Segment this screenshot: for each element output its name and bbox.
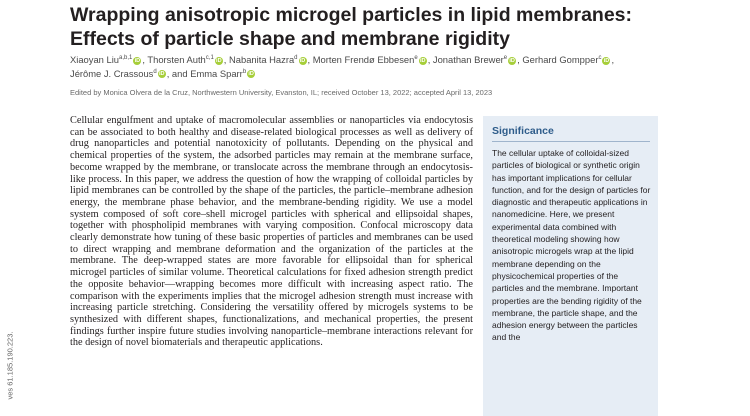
paper-title — [70, 3, 690, 51]
title-line-2: Effects of particle shape and membrane rigidity — [70, 28, 510, 50]
orcid-icon[interactable]: iD — [603, 57, 610, 64]
significance-text: The cellular uptake of colloidal-sized particles of biological or synthetic origin has important implications for cellular function, and for the design of particles for diagnostic and therapeutic applications in nanomedicine. Here, we present experimental data combined with theoretical modeling showing how anisotropic microgels wrap at the lipid membrane depending on the physicochemical properties of the particles and the membrane. Important properties are the bending rigidity of the membrane, the particle shape, and the adhesion energy between the particles and the — [492, 148, 651, 343]
author[interactable]: Jérôme J. Crassous$^d$ iD — [70, 67, 165, 79]
significance-box — [483, 116, 658, 416]
orcid-icon[interactable]: iD — [248, 71, 254, 78]
author-list: Xiaoyan Liu$^{a,b,1}$ iD , Thorsten Auth$^{c,1}$ iD , Nabanita Hazra$^d$ iD , Morten Frendø Ebbesen$^e$ iD , Jonathan Brewer$^e$ iD , Gerhard Gompper$^c$ iD , Jérôme J. Crassous$^d$ iD , and Emma Sparr$^b$ iD — [70, 54, 615, 79]
author[interactable]: Nabanita Hazra$^d$ iD — [229, 54, 306, 65]
author[interactable]: Gerhard Gompper$^c$ iD — [522, 54, 610, 65]
significance-divider — [492, 141, 650, 142]
orcid-icon[interactable]: iD — [216, 57, 222, 64]
orcid-icon[interactable]: iD — [509, 57, 515, 64]
affiliation-sup: e — [503, 54, 508, 61]
affiliation-sup: c — [598, 54, 602, 61]
author[interactable]: Xiaoyan Liu$^{a,b,1}$ iD — [70, 54, 141, 65]
affiliation-sup: c,1 — [205, 54, 214, 61]
affiliation-sup: d — [153, 68, 157, 75]
authors-conjunction: and — [171, 67, 188, 79]
edited-by-line: Edited by Monica Olvera de la Cruz, Northwestern University, Evanston, IL; received October 13, 2022; accepted April 13, 2023 — [70, 88, 493, 97]
author[interactable]: Thorsten Auth$^{c,1}$ iD — [147, 54, 222, 65]
orcid-icon[interactable]: iD — [419, 57, 426, 64]
affiliation-sup: e — [414, 54, 418, 61]
affiliation-sup: d — [294, 54, 298, 61]
orcid-icon[interactable]: iD — [134, 57, 141, 64]
download-margin-text: ves 61.185.190.223. — [5, 331, 15, 400]
affiliation-sup: b — [242, 68, 247, 75]
author[interactable]: Jonathan Brewer$^e$ iD — [432, 54, 515, 65]
abstract-text: Cellular engulfment and uptake of macromolecular assemblies or nanoparticles via endocytosis can be associated to both healthy and disease-related biological processes as well as delivery of drug nanoparticles and potential nanotoxicity of pollutants. Depending on the physical and chemical properties of the system, the adsorbed particles may remain at the membrane surface, become wrapped by the membrane, or translocate across the membrane through an endocytosis-like process. In this paper, we address the question of how the wrapping of colloidal particles by lipid membranes can be controlled by the shape of the particles, the particle–membrane adhesion energy, the membrane phase behavior, and the membrane-bending rigidity. We use a model system composed of soft core–shell microgel particles with spherical and ellipsoidal shapes, together with phospholipid membranes with varying composition. Confocal microscopy data clearly demonstrate how tuning of these basic properties of particles and membranes can be used to direct wrapping and membrane deformation and the organization of the particles at the membrane. The deep-wrapped states are more favorable for ellipsoidal than for spherical microgel particles of similar volume. Theoretical calculations for fixed adhesion strength predict the opposite behavior—wrapping becomes more difficult with increasing aspect ratio. The comparison with the experiments implies that the microgel adhesion strength must increase with increasing particle stretching. Considering the versatility offered by microgels systems to be synthesized with different shapes, functionalizations, and mechanical properties, the present findings further inspire future studies involving nanoparticle–membrane interactions relevant for the design of novel biomaterials and therapeutic applications. — [70, 115, 473, 349]
affiliation-sup: a,b,1 — [119, 54, 133, 61]
author[interactable]: Emma Sparr$^b$ iD — [190, 67, 254, 79]
significance-title: Significance — [492, 125, 554, 137]
orcid-icon[interactable]: iD — [158, 71, 165, 78]
title-line-1: Wrapping anisotropic microgel particles in lipid membranes: — [70, 4, 633, 26]
orcid-icon[interactable]: iD — [299, 57, 306, 64]
author[interactable]: Morten Frendø Ebbesen$^e$ iD — [312, 54, 426, 65]
